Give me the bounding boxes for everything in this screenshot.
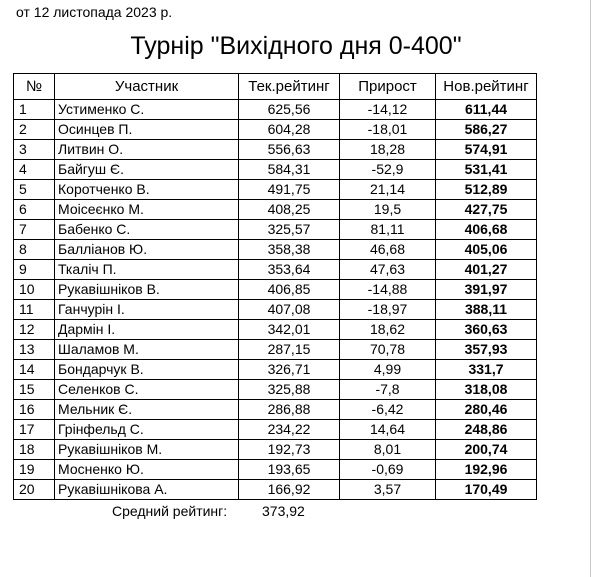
rating-gain: -0,69	[340, 460, 436, 480]
current-rating: 556,63	[239, 140, 340, 160]
rating-gain: 4,99	[340, 360, 436, 380]
table-row	[14, 200, 537, 220]
new-rating: 531,41	[436, 160, 537, 180]
new-rating: 357,93	[436, 340, 537, 360]
participant-name: Байгуш Є.	[55, 160, 239, 180]
new-rating: 405,06	[436, 240, 537, 260]
header-participant: Участник	[55, 74, 239, 100]
new-rating: 574,91	[436, 140, 537, 160]
participant-name: Селенков С.	[55, 380, 239, 400]
participant-name: Бабенко С.	[55, 220, 239, 240]
table-row	[14, 220, 537, 240]
current-rating: 407,08	[239, 300, 340, 320]
table-row	[14, 100, 537, 120]
new-rating: 360,63	[436, 320, 537, 340]
row-number: 11	[14, 300, 55, 320]
row-number: 18	[14, 440, 55, 460]
participant-name: Мельник Є.	[55, 400, 239, 420]
participant-name: Устименко С.	[55, 100, 239, 120]
current-rating: 193,65	[239, 460, 340, 480]
table-row	[14, 340, 537, 360]
header-number: №	[14, 74, 55, 100]
participant-name: Бондарчук В.	[55, 360, 239, 380]
page-title: Турнір "Вихідного дня 0-400"	[130, 32, 462, 60]
rating-gain: 46,68	[340, 240, 436, 260]
rating-gain: 81,11	[340, 220, 436, 240]
new-rating: 331,7	[436, 360, 537, 380]
rating-gain: -18,97	[340, 300, 436, 320]
new-rating: 611,44	[436, 100, 537, 120]
row-number: 3	[14, 140, 55, 160]
table-row	[14, 140, 537, 160]
rating-gain: -6,42	[340, 400, 436, 420]
current-rating: 192,73	[239, 440, 340, 460]
rating-gain: 21,14	[340, 180, 436, 200]
new-rating: 280,46	[436, 400, 537, 420]
current-rating: 287,15	[239, 340, 340, 360]
current-rating: 234,22	[239, 420, 340, 440]
rating-gain: 19,5	[340, 200, 436, 220]
new-rating: 427,75	[436, 200, 537, 220]
rating-gain: 8,01	[340, 440, 436, 460]
table-row	[14, 160, 537, 180]
page-edge-line	[590, 0, 591, 577]
row-number: 9	[14, 260, 55, 280]
header-new-rating: Нов.рейтинг	[436, 74, 537, 100]
table-row	[14, 180, 537, 200]
header-current-rating: Тек.рейтинг	[239, 74, 340, 100]
table-row	[14, 280, 537, 300]
row-number: 5	[14, 180, 55, 200]
rating-gain: -18,01	[340, 120, 436, 140]
new-rating: 248,86	[436, 420, 537, 440]
rating-gain: -7,8	[340, 380, 436, 400]
new-rating: 170,49	[436, 480, 537, 500]
rating-gain: 18,28	[340, 140, 436, 160]
current-rating: 326,71	[239, 360, 340, 380]
table-row	[14, 300, 537, 320]
results-table	[13, 73, 537, 500]
new-rating: 192,96	[436, 460, 537, 480]
current-rating: 358,38	[239, 240, 340, 260]
table-row	[14, 240, 537, 260]
rating-gain: -52,9	[340, 160, 436, 180]
table-row	[14, 120, 537, 140]
current-rating: 166,92	[239, 480, 340, 500]
row-number: 17	[14, 420, 55, 440]
participant-name: Коротченко В.	[55, 180, 239, 200]
average-rating-label: Средний рейтинг:	[112, 503, 228, 519]
rating-gain: 70,78	[340, 340, 436, 360]
participant-name: Мосненко Ю.	[55, 460, 239, 480]
rating-gain: -14,12	[340, 100, 436, 120]
row-number: 12	[14, 320, 55, 340]
date-line: от 12 листопада 2023 р.	[16, 4, 173, 20]
current-rating: 408,25	[239, 200, 340, 220]
participant-name: Ганчурін І.	[55, 300, 239, 320]
rating-gain: 3,57	[340, 480, 436, 500]
table-row	[14, 360, 537, 380]
current-rating: 604,28	[239, 120, 340, 140]
header-gain: Прирост	[340, 74, 436, 100]
rating-gain: 14,64	[340, 420, 436, 440]
table-row	[14, 420, 537, 440]
row-number: 1	[14, 100, 55, 120]
row-number: 8	[14, 240, 55, 260]
participant-name: Литвин О.	[55, 140, 239, 160]
participant-name: Рукавішніков М.	[55, 440, 239, 460]
rating-gain: -14,88	[340, 280, 436, 300]
row-number: 2	[14, 120, 55, 140]
row-number: 19	[14, 460, 55, 480]
new-rating: 401,27	[436, 260, 537, 280]
participant-name: Грінфельд С.	[55, 420, 239, 440]
row-number: 20	[14, 480, 55, 500]
rating-gain: 47,63	[340, 260, 436, 280]
new-rating: 391,97	[436, 280, 537, 300]
current-rating: 584,31	[239, 160, 340, 180]
table-row	[14, 480, 537, 500]
new-rating: 512,89	[436, 180, 537, 200]
current-rating: 325,57	[239, 220, 340, 240]
row-number: 14	[14, 360, 55, 380]
row-number: 13	[14, 340, 55, 360]
participant-name: Рукавішніков В.	[55, 280, 239, 300]
table-row	[14, 320, 537, 340]
row-number: 4	[14, 160, 55, 180]
rating-gain: 18,62	[340, 320, 436, 340]
new-rating: 318,08	[436, 380, 537, 400]
row-number: 16	[14, 400, 55, 420]
current-rating: 325,88	[239, 380, 340, 400]
participant-name: Дармін І.	[55, 320, 239, 340]
new-rating: 388,11	[436, 300, 537, 320]
current-rating: 353,64	[239, 260, 340, 280]
participant-name: Шаламов М.	[55, 340, 239, 360]
current-rating: 625,56	[239, 100, 340, 120]
row-number: 7	[14, 220, 55, 240]
participant-name: Ткаліч П.	[55, 260, 239, 280]
row-number: 6	[14, 200, 55, 220]
average-rating-value: 373,92	[262, 503, 305, 519]
participant-name: Моісеєнко М.	[55, 200, 239, 220]
row-number: 10	[14, 280, 55, 300]
participant-name: Балліанов Ю.	[55, 240, 239, 260]
row-number: 15	[14, 380, 55, 400]
header-row	[14, 74, 537, 100]
table-row	[14, 460, 537, 480]
participant-name: Рукавішнікова А.	[55, 480, 239, 500]
participant-name: Осинцев П.	[55, 120, 239, 140]
table-row	[14, 440, 537, 460]
new-rating: 200,74	[436, 440, 537, 460]
table-row	[14, 260, 537, 280]
new-rating: 586,27	[436, 120, 537, 140]
table-row	[14, 400, 537, 420]
current-rating: 491,75	[239, 180, 340, 200]
table-row	[14, 380, 537, 400]
current-rating: 406,85	[239, 280, 340, 300]
new-rating: 406,68	[436, 220, 537, 240]
current-rating: 342,01	[239, 320, 340, 340]
current-rating: 286,88	[239, 400, 340, 420]
